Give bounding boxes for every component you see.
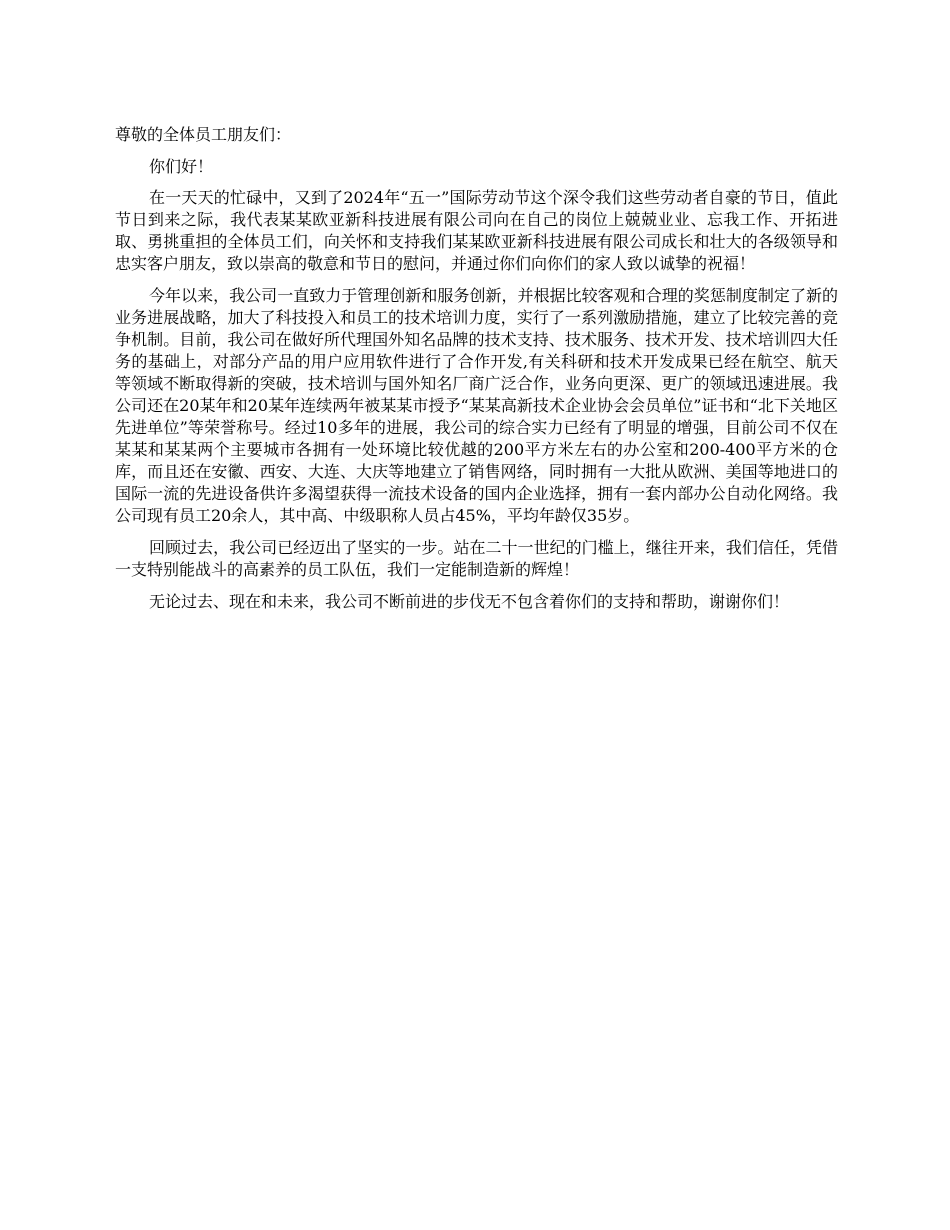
holiday-greeting-paragraph: 在一天天的忙碌中，又到了2024年“五一”国际劳动节这个深令我们这些劳动者自豪的节日，值此节日到来之际，我代表某某欧亚新科技进展有限公司向在自己的岗位上兢兢业业、忘我工作、开拓进取、勇挑重担的全体员工们，向关怀和支持我们某某欧亚新科技进展有限公司成长和壮大的各级领导和忠实客户朋友，致以崇高的敬意和节日的慰问，并通过你们向你们的家人致以诚挚的祝福！ <box>115 188 838 273</box>
letter-body <box>115 124 838 623</box>
thanks-paragraph: 无论过去、现在和未来，我公司不断前进的步伐无不包含着你们的支持和帮助，谢谢你们！ <box>149 592 790 611</box>
greeting-paragraph: 你们好！ <box>149 157 214 176</box>
salutation: 尊敬的全体员工朋友们： <box>115 125 292 144</box>
review-paragraph: 回顾过去，我公司已经迈出了坚实的一步。站在二十一世纪的门槛上，继往开来，我们信任，凭借一支特别能战斗的高素养的员工队伍，我们一定能制造新的辉煌！ <box>115 538 838 579</box>
company-progress-paragraph: 今年以来，我公司一直致力于管理创新和服务创新，并根据比较客观和合理的奖惩制度制定了新的业务进展战略，加大了科技投入和员工的技术培训力度，实行了一系列激励措施，建立了比较完善的竞争机制。目前，我公司在做好所代理国外知名品牌的技术支持、技术服务、技术开发、技术培训四大任务的基础上，对部分产品的用户应用软件进行了合作开发,有关科研和技术开发成果已经在航空、航天等领域不断取得新的突破，技术培训与国外知名厂商广泛合作，业务向更深、更广的领域迅速进展。我公司还在20某年和20某年连续两年被某某市授予“某某高新技术企业协会会员单位”证书和“北下关地区先进单位”等荣誉称号。经过10多年的进展，我公司的综合实力已经有了明显的增强，目前公司不仅在某某和某某两个主要城市各拥有一处环境比较优越的200平方米左右的办公室和200-400平方米的仓库，而且还在安徽、西安、大连、大庆等地建立了销售网络，同时拥有一大批从欧洲、美国等地进口的国际一流的先进设备供许多渴望获得一流技术设备的国内企业选择，拥有一套内部办公自动化网络。我公司现有员工20余人，其中高、中级职称人员占45%，平均年龄仅35岁。 <box>115 286 838 525</box>
